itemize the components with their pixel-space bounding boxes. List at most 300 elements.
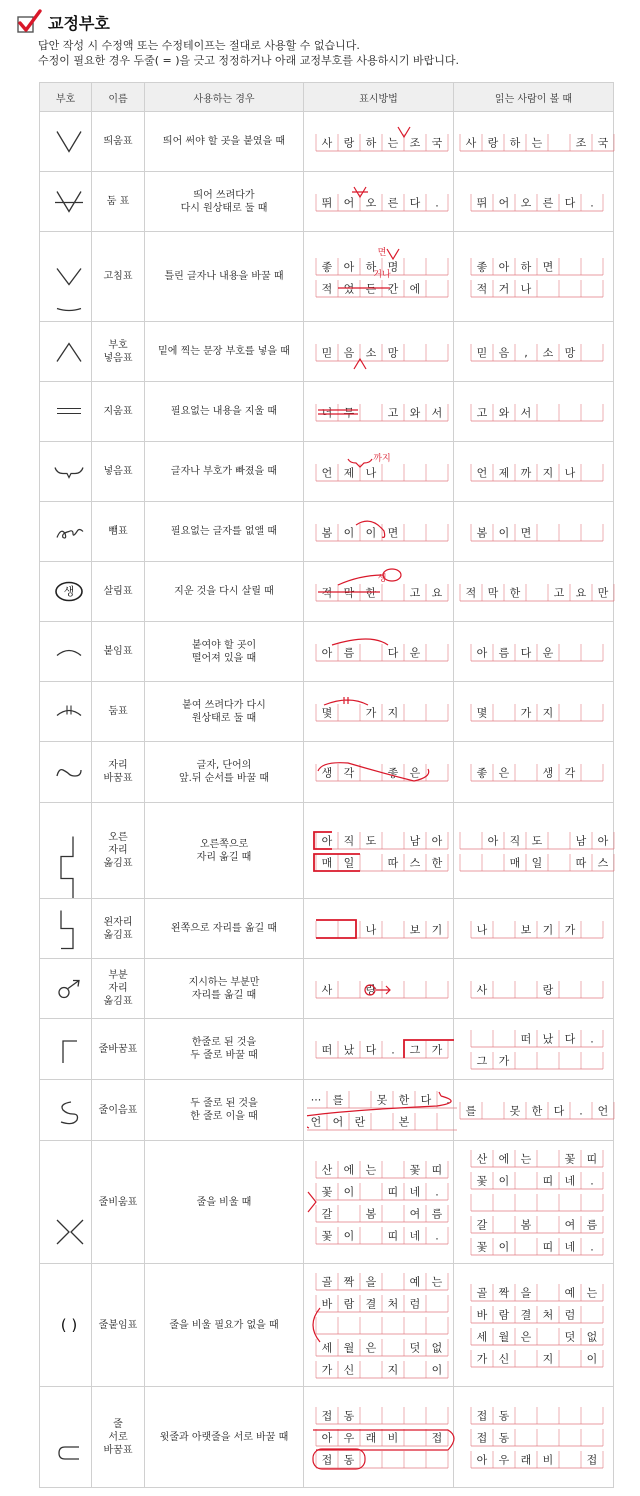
- reader-line: [460, 1102, 614, 1119]
- display-char: 일: [343, 856, 355, 870]
- display-char: 다: [387, 646, 399, 660]
- display-char: 조: [409, 136, 421, 150]
- reader-char: 처: [542, 1308, 554, 1322]
- display-char: 언: [321, 466, 333, 480]
- display-char: 한: [398, 1093, 410, 1107]
- symbol-cell: [40, 1019, 92, 1080]
- display-char: 떠: [321, 1043, 333, 1057]
- reader-char: 름: [498, 646, 510, 660]
- reader-char: 른: [542, 196, 554, 210]
- reader-example: [454, 322, 614, 382]
- display-char: 도: [365, 834, 377, 848]
- display-char: 띠: [387, 1185, 399, 1199]
- symbol-cell: [40, 959, 92, 1019]
- display-char: 나: [365, 923, 377, 937]
- reader-grid: [457, 1264, 617, 1386]
- display-char: 람: [343, 1297, 355, 1311]
- reader-char: 국: [597, 136, 609, 150]
- display-grid: [307, 622, 457, 681]
- reader-line: [471, 764, 603, 781]
- display-char: 요: [431, 586, 443, 600]
- reader-grid: [457, 112, 617, 171]
- reader-grid: [457, 562, 617, 621]
- display-char: 아: [321, 1431, 333, 1445]
- reader-char: 봄: [520, 1218, 532, 1232]
- mark-name: 둠 표: [92, 172, 145, 232]
- red-correction-marks: [324, 697, 368, 705]
- display-example: [304, 1019, 454, 1080]
- reader-char: 덧: [564, 1330, 576, 1344]
- display-line: [316, 1161, 448, 1178]
- display-line: [316, 1227, 448, 1244]
- reader-line: [471, 1172, 603, 1189]
- reader-grid: [457, 1387, 617, 1487]
- reader-char: 음: [498, 346, 510, 360]
- reader-char: 고: [553, 586, 565, 600]
- display-line: [316, 1451, 448, 1468]
- symbol-cell: [40, 232, 92, 322]
- reader-example: [454, 382, 614, 442]
- reader-line: [471, 1150, 603, 1167]
- display-char: 를: [332, 1093, 344, 1107]
- reader-char: 일: [531, 856, 543, 870]
- usage-text: 띄어 쓰려다가 다시 원상태로 둘 때: [145, 172, 304, 232]
- reader-char: 예: [564, 1286, 576, 1300]
- display-char: 아: [321, 646, 333, 660]
- notice-line-1: 답안 작성 시 수정액 또는 수정테이프는 절대로 사용할 수 없습니다.: [38, 39, 360, 52]
- reader-line: [471, 464, 603, 481]
- line-swap-mark-icon: [43, 1387, 95, 1487]
- reader-example: [454, 803, 614, 899]
- reader-line: [471, 524, 603, 541]
- display-char: 소: [365, 346, 377, 360]
- display-char: 고: [387, 406, 399, 420]
- display-char: 운: [409, 646, 421, 660]
- reader-char: 랑: [487, 136, 499, 150]
- reader-grid: [457, 1141, 617, 1263]
- reader-char: 이: [586, 1352, 598, 1366]
- display-correction-note: 생: [377, 574, 387, 584]
- display-char: 났: [343, 1043, 355, 1057]
- reader-char: 못: [509, 1104, 521, 1118]
- display-char: 다: [365, 1043, 377, 1057]
- reader-char: 봄: [476, 526, 488, 540]
- display-char: 아: [431, 834, 443, 848]
- display-line: [307, 1091, 457, 1108]
- caret-mark-icon: [43, 322, 95, 381]
- reader-char: 래: [520, 1453, 532, 1467]
- red-correction-marks: [316, 920, 356, 938]
- display-char: 봄: [365, 1207, 377, 1221]
- header-display: 표시방법: [304, 83, 454, 112]
- display-grid: [307, 322, 457, 381]
- usage-text: 붙여야 할 곳이 떨어져 있을 때: [145, 622, 304, 682]
- reader-char: 여: [564, 1218, 576, 1232]
- red-checkmark-icon: [16, 9, 42, 35]
- reader-line: [471, 644, 603, 661]
- line-close-symbol-text: ( ): [60, 1316, 78, 1334]
- table-header-row: [40, 83, 614, 112]
- reader-char: 접: [476, 1409, 488, 1423]
- usage-text: 밑에 찍는 문장 부호를 넣을 때: [145, 322, 304, 382]
- display-example: [304, 502, 454, 562]
- display-char: 는: [365, 1163, 377, 1177]
- display-char: 꽃: [409, 1163, 421, 1177]
- reader-char: 기: [542, 923, 554, 937]
- reader-char: 월: [498, 1330, 510, 1344]
- display-char: 월: [343, 1341, 355, 1355]
- reader-char: 사: [465, 136, 477, 150]
- reader-char: 남: [575, 834, 587, 848]
- reader-line: [471, 1451, 603, 1468]
- reader-char: 다: [553, 1104, 565, 1118]
- display-char: 랑: [343, 136, 355, 150]
- display-char: .: [391, 1043, 395, 1057]
- reader-char: .: [590, 1240, 594, 1254]
- reader-char: 났: [542, 1032, 554, 1046]
- reader-char: 매: [509, 856, 521, 870]
- display-char: 좋: [321, 260, 333, 274]
- reader-grid: [457, 959, 617, 1018]
- reader-char: 아: [476, 1453, 488, 1467]
- display-grid: [307, 172, 457, 231]
- header-usage: 사용하는 경우: [145, 83, 304, 112]
- reader-char: 운: [542, 646, 554, 660]
- display-char: 제: [343, 466, 355, 480]
- mark-name: 줄붙임표: [92, 1264, 145, 1387]
- display-correction-note: 까지: [373, 454, 391, 464]
- display-grid: [307, 1019, 457, 1079]
- display-char: 각: [343, 766, 355, 780]
- table-row: [40, 382, 614, 442]
- display-char: .: [446, 1093, 450, 1107]
- display-char: 본: [398, 1115, 410, 1129]
- reader-example: [454, 1387, 614, 1488]
- display-grid: [307, 1080, 457, 1140]
- reader-grid: [457, 1080, 617, 1140]
- reader-char: 가: [564, 923, 576, 937]
- reader-line: [471, 404, 603, 421]
- display-line: [316, 854, 448, 871]
- table-row: [40, 232, 614, 322]
- table-row: [40, 322, 614, 382]
- reader-char: 아: [498, 260, 510, 274]
- symbol-cell: [40, 803, 92, 899]
- display-char: 래: [365, 1431, 377, 1445]
- reader-char: 가: [476, 1352, 488, 1366]
- reader-char: 갈: [476, 1218, 488, 1232]
- reader-char: 랑: [542, 983, 554, 997]
- reader-line: [471, 1194, 603, 1211]
- display-grid: [307, 682, 457, 741]
- display-line: [316, 1339, 448, 1356]
- correction-mark-icon: [43, 232, 95, 321]
- symbol-cell: [40, 172, 92, 232]
- reader-char: 꽃: [476, 1240, 488, 1254]
- v-cross-mark-icon: [43, 172, 95, 231]
- display-grid: [307, 959, 457, 1018]
- display-char: 랑: [365, 983, 377, 997]
- reader-line: [460, 584, 614, 601]
- reader-grid: [457, 172, 617, 231]
- reader-char: 띠: [586, 1152, 598, 1166]
- table-row: [40, 682, 614, 742]
- mark-name: 고침표: [92, 232, 145, 322]
- reader-char: 름: [586, 1218, 598, 1232]
- display-char: 못: [376, 1093, 388, 1107]
- display-char: 아: [343, 260, 355, 274]
- display-grid: [307, 803, 457, 898]
- display-char: 기: [431, 923, 443, 937]
- display-line: [316, 194, 448, 211]
- reader-grid: [457, 442, 617, 501]
- v-insert-mark-icon: [43, 112, 95, 171]
- reader-line: [471, 921, 603, 938]
- display-char: 접: [321, 1453, 333, 1467]
- display-grid: [307, 232, 457, 321]
- partial-move-mark-icon: [43, 959, 95, 1018]
- display-char: 럼: [409, 1297, 421, 1311]
- reader-example: [454, 1141, 614, 1264]
- display-example: [304, 112, 454, 172]
- reader-grid: [457, 622, 617, 681]
- display-char: 몇: [321, 706, 333, 720]
- mark-name: 자리 바꿈표: [92, 742, 145, 803]
- reader-char: 비: [542, 1453, 554, 1467]
- display-char: 하: [365, 260, 377, 274]
- reader-char: 없: [586, 1330, 598, 1344]
- reader-char: 아: [597, 834, 609, 848]
- usage-text: 필요없는 글자를 없앨 때: [145, 502, 304, 562]
- table-row: [40, 172, 614, 232]
- reader-example: [454, 232, 614, 322]
- display-char: 가: [321, 1363, 333, 1377]
- reader-char: 나: [476, 923, 488, 937]
- display-char: 어: [343, 196, 355, 210]
- reader-char: 다: [564, 196, 576, 210]
- table-row: [40, 1080, 614, 1141]
- reader-grid: [457, 322, 617, 381]
- display-char: 한: [431, 856, 443, 870]
- display-char: 이: [343, 1229, 355, 1243]
- reader-example: [454, 112, 614, 172]
- reader-example: [454, 562, 614, 622]
- reader-char: 스: [597, 856, 609, 870]
- reader-line: [471, 1052, 603, 1069]
- display-line: [316, 572, 448, 601]
- display-char: 띠: [387, 1229, 399, 1243]
- table-row: [40, 1387, 614, 1488]
- red-correction-marks: [308, 1192, 316, 1212]
- reader-char: 소: [542, 346, 554, 360]
- reader-char: 신: [498, 1352, 510, 1366]
- table-row: [40, 112, 614, 172]
- display-char: 이: [431, 1363, 443, 1377]
- symbol-cell: [40, 622, 92, 682]
- usage-text: 글자, 단어의 앞.뒤 순서를 바꿀 때: [145, 742, 304, 803]
- table-row: [40, 959, 614, 1019]
- reader-char: ,: [524, 346, 528, 360]
- reader-line: [460, 854, 614, 871]
- reader-example: [454, 172, 614, 232]
- display-grid: [307, 562, 457, 621]
- display-char: 지: [387, 1363, 399, 1377]
- display-char: 짝: [343, 1275, 355, 1289]
- display-example: [304, 622, 454, 682]
- display-char: 은: [409, 766, 421, 780]
- display-char: 이: [343, 526, 355, 540]
- reader-grid: [457, 742, 617, 802]
- symbol-cell: [40, 1080, 92, 1141]
- display-char: 오: [365, 196, 377, 210]
- table-row: [40, 562, 614, 622]
- mark-name: 띄움표: [92, 112, 145, 172]
- display-char: 적: [321, 586, 333, 600]
- table-row: [40, 742, 614, 803]
- line-space-mark-icon: [43, 1141, 95, 1263]
- reader-char: 망: [564, 346, 576, 360]
- reader-line: [471, 1407, 603, 1424]
- display-line: [316, 1361, 448, 1378]
- reader-example: [454, 1080, 614, 1141]
- usage-text: 필요없는 내용을 지울 때: [145, 382, 304, 442]
- reader-line: [471, 344, 603, 361]
- mark-name: 붙임표: [92, 622, 145, 682]
- reader-char: 띠: [542, 1240, 554, 1254]
- reader-char: 언: [597, 1104, 609, 1118]
- display-char: 언: [310, 1115, 322, 1129]
- display-char: 음: [343, 346, 355, 360]
- display-char: 비: [387, 1431, 399, 1445]
- display-char: 든: [365, 282, 377, 296]
- usage-text: 띄어 써야 할 곳을 붙였을 때: [145, 112, 304, 172]
- reader-char: 면: [542, 260, 554, 274]
- display-grid: [307, 112, 457, 171]
- reader-grid: [457, 1019, 617, 1079]
- reader-char: 어: [498, 196, 510, 210]
- reader-char: 서: [520, 406, 532, 420]
- reader-char: 가: [520, 706, 532, 720]
- reader-char: 짝: [498, 1286, 510, 1300]
- display-example: [304, 899, 454, 959]
- usage-text: 오른쪽으로 자리 옮길 때: [145, 803, 304, 899]
- usage-text: 붙여 쓰려다가 다시 원상태로 둘 때: [145, 682, 304, 742]
- reader-example: [454, 1264, 614, 1387]
- display-example: [304, 382, 454, 442]
- reader-char: 적: [465, 586, 477, 600]
- reader-example: [454, 959, 614, 1019]
- reader-char: 지: [542, 466, 554, 480]
- display-char: 덧: [409, 1341, 421, 1355]
- reader-char: 를: [465, 1104, 477, 1118]
- display-char: 그: [409, 1043, 421, 1057]
- reader-char: 적: [476, 282, 488, 296]
- reader-example: [454, 682, 614, 742]
- mark-name: 줄바꿈표: [92, 1019, 145, 1080]
- display-char: 다: [420, 1093, 432, 1107]
- reader-line: [471, 1328, 603, 1345]
- display-char: ···: [310, 1093, 322, 1107]
- display-line: [316, 1407, 448, 1424]
- display-char: 산: [321, 1163, 333, 1177]
- display-grid: [307, 1387, 457, 1487]
- reader-grid: [457, 803, 617, 898]
- symbol-cell: [40, 322, 92, 382]
- reader-char: 와: [498, 406, 510, 420]
- notice-text: [38, 38, 626, 68]
- reader-char: 는: [520, 1152, 532, 1166]
- reader-char: 사: [476, 983, 488, 997]
- mark-name: 살림표: [92, 562, 145, 622]
- reader-char: 나: [520, 282, 532, 296]
- symbol-cell: [40, 682, 92, 742]
- display-line: [307, 1113, 457, 1130]
- notice-line-2: 수정이 필요한 경우 두줄( = )을 긋고 정정하거나 아래 교정부호를 사용하시기 바랍니다.: [38, 54, 460, 67]
- reader-char: 산: [476, 1152, 488, 1166]
- reader-char: 막: [487, 586, 499, 600]
- reader-char: 지: [542, 1352, 554, 1366]
- reader-line: [471, 704, 603, 721]
- display-char: 에: [409, 282, 421, 296]
- header-name: 이름: [92, 83, 145, 112]
- display-char: .: [435, 196, 439, 210]
- reader-char: 오: [520, 196, 532, 210]
- display-example: [304, 562, 454, 622]
- display-char: 띠: [431, 1163, 443, 1177]
- display-char: 지: [387, 706, 399, 720]
- reader-grid: [457, 382, 617, 441]
- mark-name: 줄비움표: [92, 1141, 145, 1264]
- usage-text: 줄을 비울 필요가 없을 때: [145, 1264, 304, 1387]
- header-symbol: 부호: [40, 83, 92, 112]
- display-example: [304, 682, 454, 742]
- reader-char: 각: [564, 766, 576, 780]
- display-char: 동: [343, 1409, 355, 1423]
- display-char: 란: [354, 1115, 366, 1129]
- display-line: [316, 921, 448, 938]
- table-row: [40, 803, 614, 899]
- line-break-mark-icon: [43, 1019, 95, 1079]
- table-row: [40, 1141, 614, 1264]
- display-line: [316, 452, 448, 481]
- reader-example: [454, 442, 614, 502]
- display-line: [316, 134, 448, 151]
- table-row: [40, 1264, 614, 1387]
- symbol-cell: [40, 899, 92, 959]
- reader-grid: [457, 502, 617, 561]
- usage-text: 글자나 부호가 빠졌을 때: [145, 442, 304, 502]
- display-grid: [307, 1141, 457, 1263]
- reader-char: 은: [520, 1330, 532, 1344]
- reader-char: 고: [476, 406, 488, 420]
- reader-char: 뛰: [476, 196, 488, 210]
- reader-grid: [457, 682, 617, 741]
- usage-text: 줄을 비울 때: [145, 1141, 304, 1264]
- display-line: [316, 1205, 448, 1222]
- reader-char: 에: [498, 1152, 510, 1166]
- display-char: 는: [431, 1275, 443, 1289]
- reader-char: .: [590, 1032, 594, 1046]
- restore-symbol-text: 생: [63, 585, 75, 598]
- reader-char: 요: [575, 586, 587, 600]
- reader-char: 바: [476, 1308, 488, 1322]
- reader-char: 그: [476, 1054, 488, 1068]
- display-char: 너: [321, 406, 333, 420]
- reader-char: 지: [542, 706, 554, 720]
- display-char: 따: [387, 856, 399, 870]
- display-example: [304, 232, 454, 322]
- display-grid: [307, 742, 457, 802]
